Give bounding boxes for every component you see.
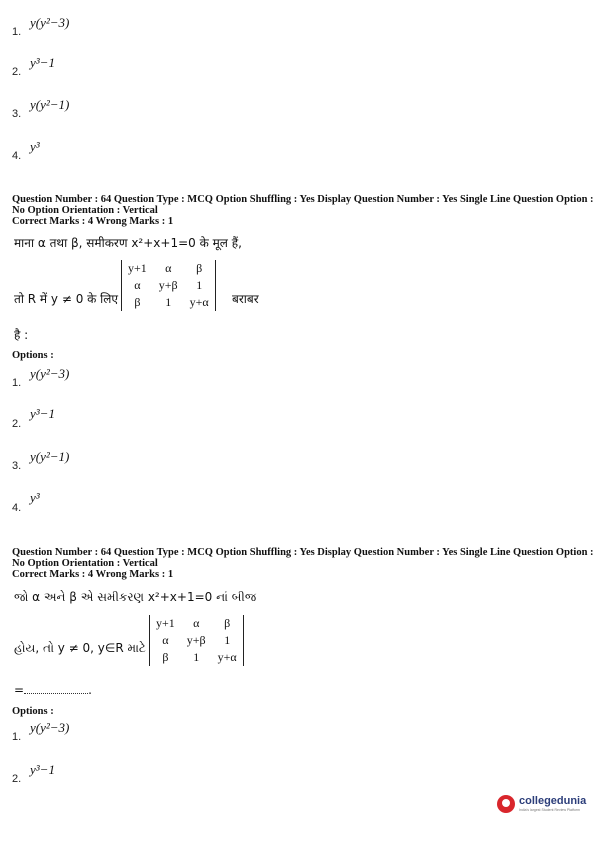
det-cell: β [196, 261, 203, 275]
option-text[interactable]: y³−1 [30, 762, 55, 777]
det-cell: y+1 [128, 261, 147, 275]
question-meta [12, 547, 594, 580]
meta-line-1: Question Number : 64 Question Type : MCQ Option Shuffling : Yes Display Question Number : Yes Single Line Question Option : [12, 547, 594, 558]
option-number: 4. [12, 150, 22, 162]
collegedunia-logo [497, 795, 587, 817]
option-number: 1. [12, 377, 22, 389]
option-number: 4. [12, 502, 22, 514]
det-cell: β [134, 295, 141, 309]
option-text[interactable]: y³−1 [30, 406, 55, 421]
logo-name: collegedunia [519, 795, 587, 807]
option-number: 3. [12, 108, 22, 120]
meta-line-1: Question Number : 64 Question Type : MCQ Option Shuffling : Yes Display Question Number : Yes Single Line Question Option : [12, 194, 594, 205]
equals-sign: = [14, 683, 25, 697]
logo-tagline: India's largest Student Review Platform [519, 808, 580, 812]
option-text[interactable]: y³ [30, 139, 40, 154]
question-line-1: જો α અને β એ સમીકરણ x²+x+1=0 નાં બીજ [14, 590, 257, 604]
det-cell: β [224, 616, 231, 630]
question-prefix: तो R में y ≠ 0 के लिए [14, 292, 119, 306]
determinant [149, 615, 244, 666]
det-cell: 1 [196, 278, 203, 292]
option-text[interactable]: y(y²−3) [30, 15, 70, 30]
option-text[interactable]: y(y²−3) [30, 366, 70, 381]
option-number: 1. [12, 26, 22, 38]
det-cell: y+α [217, 650, 237, 664]
question-line-1: माना α तथा β, समीकरण x²+x+1=0 के मूल हैं, [14, 236, 242, 250]
determinant [121, 260, 216, 311]
graduate-icon [497, 795, 515, 813]
question-meta [12, 194, 594, 227]
period: . [88, 683, 92, 697]
option-text[interactable]: y(y²−1) [30, 449, 70, 464]
answer-blank-line [14, 683, 92, 697]
det-cell: 1 [193, 650, 200, 664]
option-number: 1. [12, 731, 22, 743]
det-cell: α [193, 616, 200, 630]
option-number: 2. [12, 66, 22, 78]
options-label: Options : [12, 350, 54, 361]
det-cell: α [165, 261, 172, 275]
question-prefix: હોય, તો y ≠ 0, y∈R માટે [14, 641, 146, 655]
question-line-3: है : [14, 328, 29, 342]
option-text[interactable]: y³ [30, 490, 40, 505]
marks-line: Correct Marks : 4 Wrong Marks : 1 [12, 569, 174, 580]
options-label: Options : [12, 706, 54, 717]
det-cell: 1 [165, 295, 172, 309]
marks-line: Correct Marks : 4 Wrong Marks : 1 [12, 216, 174, 227]
det-cell: α [134, 278, 141, 292]
option-text[interactable]: y³−1 [30, 55, 55, 70]
det-cell: y+β [186, 633, 206, 647]
meta-line-2: No Option Orientation : Vertical [12, 205, 158, 216]
det-cell: α [162, 633, 169, 647]
answer-blank [24, 685, 88, 694]
option-text[interactable]: y(y²−1) [30, 97, 70, 112]
det-cell: β [162, 650, 169, 664]
option-text[interactable]: y(y²−3) [30, 720, 70, 735]
question-suffix: बराबर [232, 292, 259, 306]
meta-line-2: No Option Orientation : Vertical [12, 558, 158, 569]
det-cell: 1 [224, 633, 231, 647]
det-cell: y+α [189, 295, 209, 309]
option-number: 2. [12, 773, 22, 785]
option-number: 3. [12, 460, 22, 472]
det-cell: y+β [158, 278, 178, 292]
det-cell: y+1 [156, 616, 175, 630]
option-number: 2. [12, 418, 22, 430]
